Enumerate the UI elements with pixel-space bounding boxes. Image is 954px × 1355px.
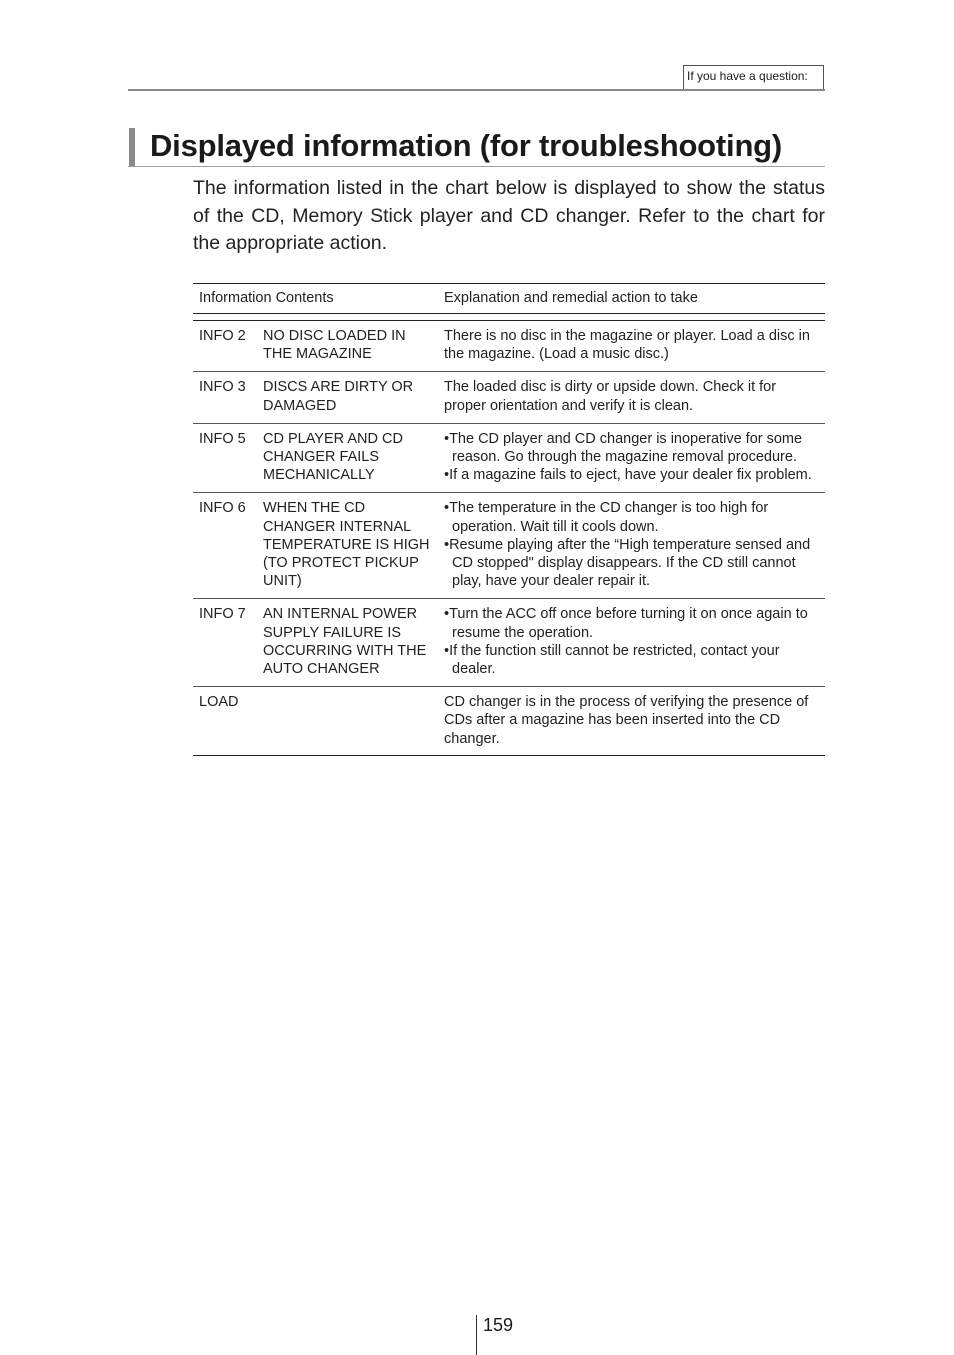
table-row (193, 687, 825, 756)
header-information-contents: Information Contents (193, 284, 438, 314)
explanation-line: •The temperature in the CD changer is too high for operation. Wait till it cools down. (444, 500, 769, 535)
explanation-line: •If a magazine fails to eject, have your dealer fix problem. (444, 467, 812, 484)
explanation-line: •Resume playing after the “High temperature sensed and CD stopped" display disappears. If the CD still cannot play, have your dealer repair it. (444, 536, 811, 590)
info-code: INFO 5 (193, 423, 257, 493)
info-description: DISCS ARE DIRTY OR DAMAGED (257, 372, 438, 423)
explanation-line: •Turn the ACC off once before turning it on once again to resume the operation. (444, 606, 808, 641)
info-description: AN INTERNAL POWER SUPPLY FAILURE IS OCCURRING WITH THE AUTO CHANGER (257, 599, 438, 687)
info-code: LOAD (193, 687, 257, 756)
explanation-line: CD changer is in the process of verifying the presence of CDs after a magazine has been inserted into the CD changer. (444, 694, 809, 747)
title-accent-bar (129, 128, 135, 166)
info-description: NO DISC LOADED IN THE MAGAZINE (257, 321, 438, 372)
page-title: Displayed information (for troubleshooting) (150, 128, 783, 163)
title-underline (128, 166, 825, 167)
info-table-body (193, 314, 825, 756)
page-number-rule (476, 1315, 477, 1355)
info-description: CD PLAYER AND CD CHANGER FAILS MECHANICALLY (257, 423, 438, 493)
header-rule (128, 89, 825, 91)
header-explanation: Explanation and remedial action to take (438, 284, 825, 314)
info-explanation (438, 493, 825, 599)
explanation-line: •The CD player and CD changer is inoperative for some reason. Go through the magazine removal procedure. (444, 430, 803, 466)
section-tab: If you have a question: (683, 65, 824, 90)
table-spacer-row (193, 314, 825, 321)
page-number: 159 (483, 1315, 514, 1335)
info-code: INFO 3 (193, 372, 257, 423)
info-code: INFO 7 (193, 599, 257, 687)
table-row (193, 599, 825, 687)
table-row (193, 493, 825, 599)
info-code: INFO 6 (193, 493, 257, 599)
info-explanation (438, 687, 825, 756)
table-row (193, 372, 825, 423)
info-explanation (438, 321, 825, 372)
explanation-line: There is no disc in the magazine or player. Load a disc in the magazine. (Load a music disc.) (444, 328, 810, 363)
table-row (193, 423, 825, 493)
info-explanation (438, 423, 825, 493)
table-header-row (193, 284, 825, 314)
table-row (193, 321, 825, 372)
intro-paragraph: The information listed in the chart below is displayed to show the status of the CD, Memory Stick player and CD changer. Refer to the chart for the appropriate action. (193, 177, 825, 254)
info-explanation (438, 599, 825, 687)
explanation-line: The loaded disc is dirty or upside down. Check it for proper orientation and verify it is clean. (444, 379, 777, 414)
explanation-line: •If the function still cannot be restricted, contact your dealer. (444, 642, 780, 678)
info-description (257, 687, 438, 756)
info-code: INFO 2 (193, 321, 257, 372)
info-table (193, 283, 825, 756)
info-description: WHEN THE CD CHANGER INTERNAL TEMPERATURE IS HIGH (TO PROTECT PICKUP UNIT) (257, 493, 438, 599)
info-explanation (438, 372, 825, 423)
